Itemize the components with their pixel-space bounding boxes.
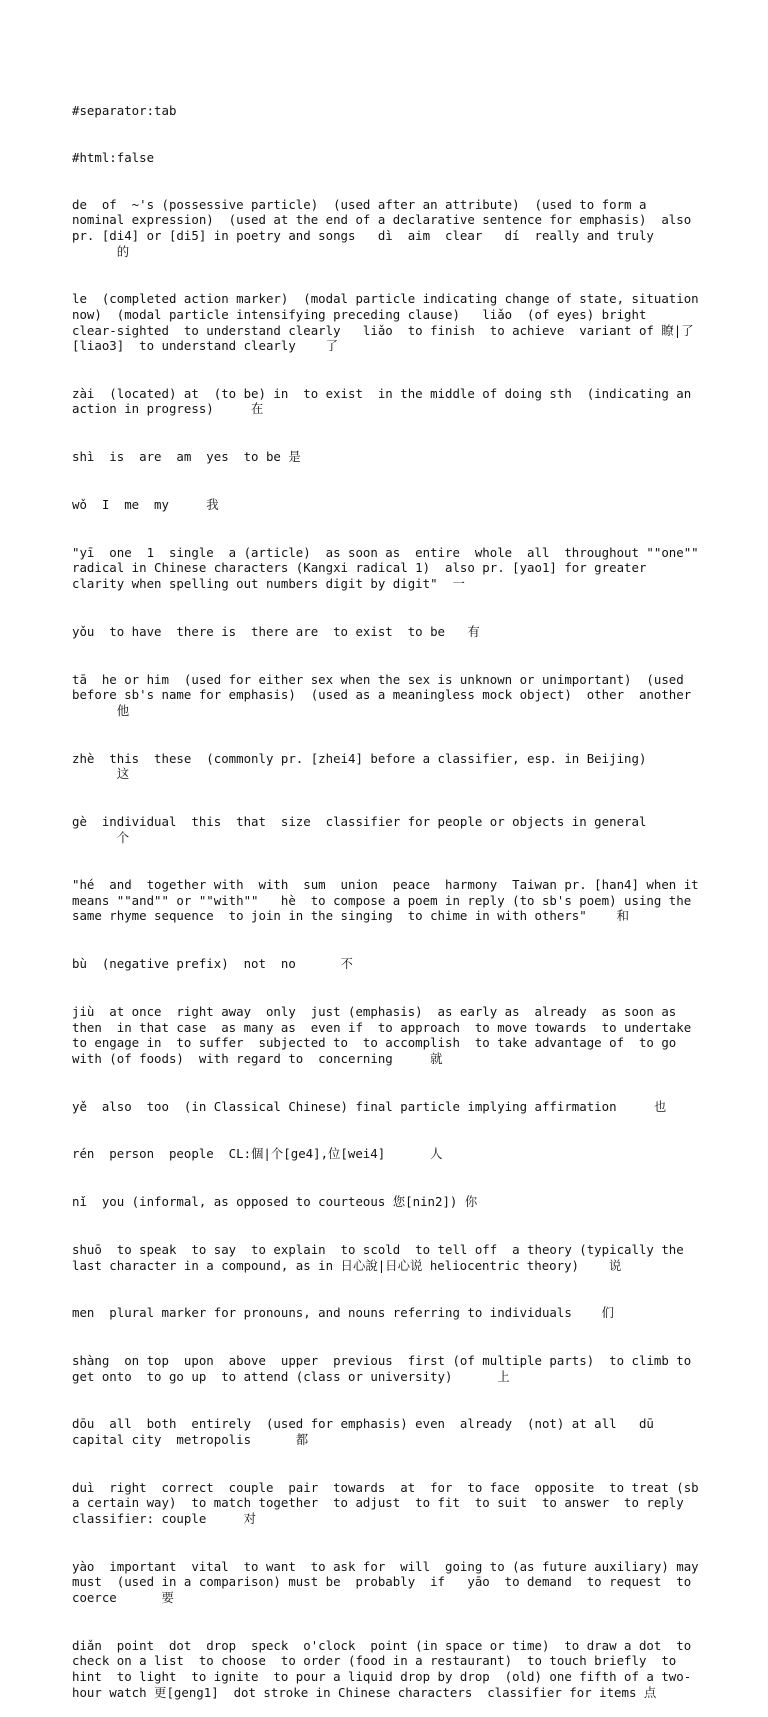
entry-de: de of ~'s (possessive particle) (used after an attribute) (used to form a nominal expression) (used at the end of a declarative sentence for emphasis) also pr. [di4] or [di5] in poetry and songs dì aim clear dí really and truly 的 [72, 196, 692, 259]
entry-zai: zài (located) at (to be) in to exist in the middle of doing sth (indicating an action in progress) 在 [72, 385, 699, 417]
entry-ta: tā he or him (used for either sex when the sex is unknown or unimportant) (used before sb's name for emphasis) (used as a meaningless mock object) other another 他 [72, 671, 692, 718]
entry-yi: "yī one 1 single a (article) as soon as entire whole all throughout ""one"" radical in Chinese characters (Kangxi radical 1) also pr. [yao1] for greater clarity when spelling out numbers digit by digit" 一 [72, 544, 707, 591]
document-text [72, 72, 714, 1717]
entry-he: "hé and together with with sum union peace harmony Taiwan pr. [han4] when it means ""and"" or ""with"" hè to compose a poem in reply (to sb's poem) using the same rhyme sequence to join in the singing to chime in with others" 和 [72, 877, 707, 924]
entry-dui: duì right correct couple pair towards at for to face opposite to treat (sb a certain way) to match together to adjust to fit to suit to answer to reply classifier: couple 对 [72, 1479, 707, 1527]
entry-bu: bù (negative prefix) not no 不 [72, 956, 353, 972]
entry-shuo: shuō to speak to say to explain to scold to tell off a theory (typically the last character in a compound, as in 日心說|日心说 heliocentric theory) 说 [72, 1241, 692, 1273]
entry-le: le (completed action marker) (modal particle indicating change of state, situation now) (modal particle intensifying preceding clause) liǎo (of eyes) bright clear-sighted to understand clearly liǎo to finish to achieve variant of 瞭|了[liao3] to understand clearly 了 [72, 291, 707, 354]
entry-ren: rén person people CL:個|个[ge4],位[wei4] 人 [72, 1146, 443, 1162]
entry-ye: yě also too (in Classical Chinese) final particle implying affirmation 也 [72, 1098, 667, 1114]
entry-wo: wǒ I me my 我 [72, 497, 219, 513]
separator-header: #separator:tab [72, 103, 177, 119]
entry-men: men plural marker for pronouns, and nouns referring to individuals 们 [72, 1305, 615, 1321]
entry-zhe: zhè this these (commonly pr. [zhei4] before a classifier, esp. in Beijing) 这 [72, 750, 647, 782]
entry-jiu: jiù at once right away only just (emphasis) as early as already as soon as then in that case as many as even if to approach to move towards to undertake to engage in to suffer subjected to to accomplish to take advantage of to go with (of foods) with regard to concerning 就 [72, 1004, 699, 1066]
entry-yao: yào important vital to want to ask for will going to (as future auxiliary) may must (used in a comparison) must be probably if yāo to demand to request to coerce 要 [72, 1558, 714, 1605]
entry-ge: gè individual this that size classifier for people or objects in general 个 [72, 813, 647, 845]
entry-ni: nǐ you (informal, as opposed to courteous 您[nin2]) 你 [72, 1194, 478, 1210]
html-header: #html:false [72, 149, 155, 165]
entry-dou: dōu all both entirely (used for emphasis) even already (not) at all dū capital city metropolis 都 [72, 1416, 662, 1448]
entry-dian: diǎn point dot drop speck o'clock point (in space or time) to draw a dot to check on a list to choose to order (food in a restaurant) to touch briefly to hint to light to ignite to pour a liquid drop by drop (old) one fifth of a two-hour watch 更[geng1] dot stroke in Chinese characters classifier for items 点 [72, 1637, 699, 1700]
entry-shang: shàng on top upon above upper previous first (of multiple parts) to climb to get onto to go up to attend (class or university) 上 [72, 1353, 699, 1384]
entry-shi: shì is are am yes to be 是 [72, 449, 301, 465]
entry-you: yǒu to have there is there are to exist to be 有 [72, 623, 480, 639]
